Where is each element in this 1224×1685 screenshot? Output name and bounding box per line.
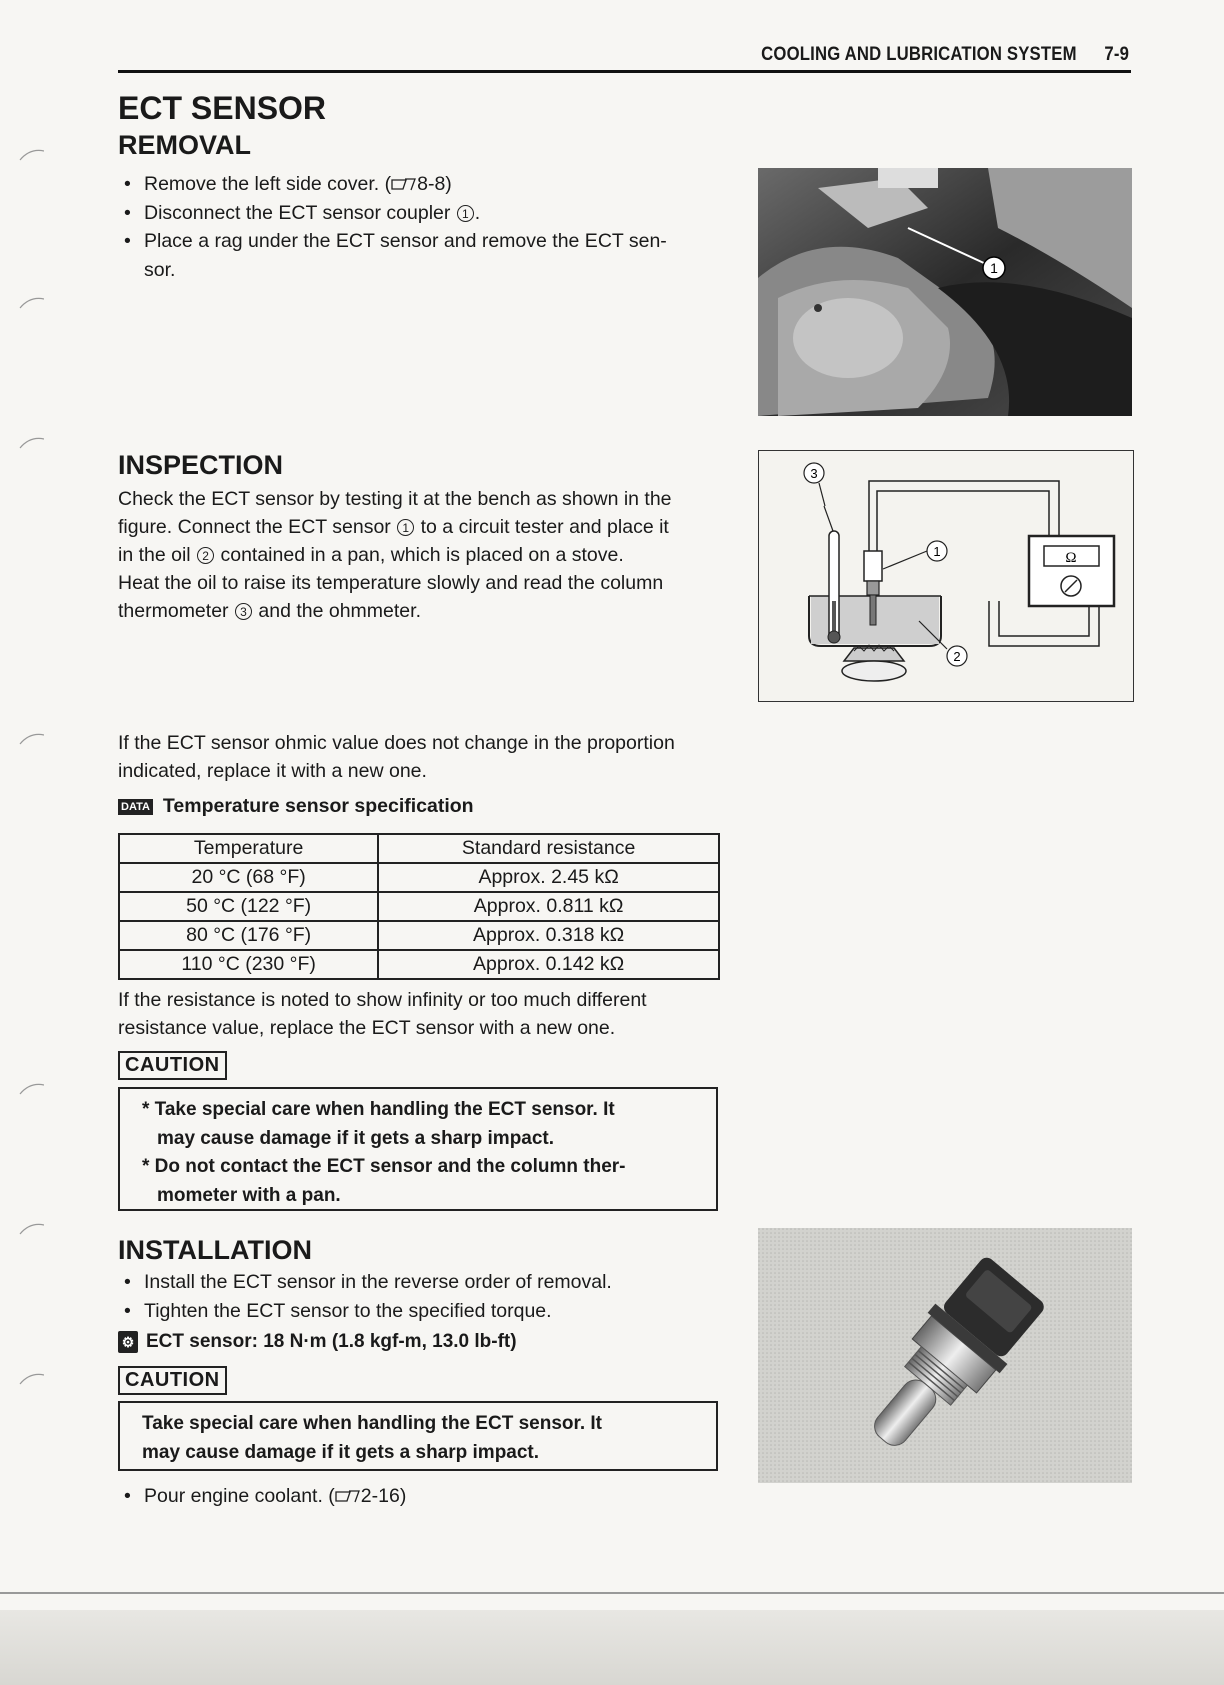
section-title: COOLING AND LUBRICATION SYSTEM: [761, 44, 1077, 65]
list-item: • Tighten the ECT sensor to the specified torque.: [122, 1297, 742, 1326]
diagram-callout-1: 1: [933, 544, 941, 559]
text-line: If the ECT sensor ohmic value does not change in the proportion: [118, 732, 675, 754]
torque-wrench-icon: ⚙: [118, 1331, 138, 1353]
text-line: in the oil 2 contained in a pan, which is placed on a stove.: [118, 544, 624, 566]
table-cell: Approx. 0.142 kΩ: [378, 950, 719, 979]
table-cell: 20 °C (68 °F): [119, 863, 378, 892]
resistance-note: [118, 986, 758, 1042]
sensor-location-photo: [758, 168, 1132, 416]
inspection-text: [118, 485, 748, 625]
table-row: [119, 863, 719, 892]
removal-steps: [122, 170, 742, 284]
diagram-graphic: [759, 451, 1133, 701]
table-header: Temperature: [119, 834, 378, 863]
removal-heading: REMOVAL: [118, 130, 251, 160]
data-badge-icon: DATA: [118, 799, 153, 815]
text-line: indicated, replace it with a new one.: [118, 760, 427, 782]
page-number: 7-9: [1104, 44, 1129, 65]
page-header: [761, 44, 1129, 66]
binder-mark: [18, 732, 44, 746]
photo-graphic: [758, 1228, 1132, 1483]
caution-label: CAUTION: [118, 1366, 227, 1395]
text-line: If the resistance is noted to show infinity or too much different: [118, 989, 647, 1011]
caution-item: * Do not contact the ECT sensor and the column ther- mometer with a pan.: [142, 1156, 626, 1206]
table-cell: 110 °C (230 °F): [119, 950, 378, 979]
list-item: • Pour engine coolant. ( 2-16): [122, 1482, 742, 1511]
table-header: Standard resistance: [378, 834, 719, 863]
caution-label: CAUTION: [118, 1051, 227, 1080]
installation-steps: [122, 1268, 742, 1325]
list-item: • Disconnect the ECT sensor coupler 1 .: [122, 199, 742, 228]
table-cell: 80 °C (176 °F): [119, 921, 378, 950]
text-line: Heat the oil to raise its temperature slowly and read the column: [118, 572, 664, 594]
text-line: thermometer 3 and the ohmmeter.: [118, 600, 421, 622]
bench-test-diagram: [758, 450, 1134, 702]
diagram-callout-2: 2: [953, 649, 961, 664]
text-line: figure. Connect the ECT sensor 1 to a circuit tester and place it: [118, 516, 669, 538]
ohm-symbol: Ω: [1065, 550, 1077, 566]
caution-box: Take special care when handling the ECT sensor. It may cause damage if it gets a sharp impact.: [118, 1401, 718, 1471]
reference-icon: [335, 1489, 361, 1504]
list-item: • Remove the left side cover. ( 8-8): [122, 170, 742, 199]
ect-sensor-photo: [758, 1228, 1132, 1483]
callout-1: 1: [397, 519, 414, 536]
diagram-callout-3: 3: [810, 466, 818, 481]
footer-rule: [0, 1592, 1224, 1594]
spec-title: DATA Temperature sensor specification: [118, 795, 474, 818]
header-rule: [118, 70, 1131, 73]
table-row: [119, 950, 719, 979]
caution-item: * Take special care when handling the ECT sensor. It may cause damage if it gets a sharp impact.: [142, 1099, 615, 1149]
installation-heading: INSTALLATION: [118, 1235, 312, 1265]
text-line: Check the ECT sensor by testing it at the bench as shown in the: [118, 488, 672, 510]
table-row: [119, 892, 719, 921]
callout-2: 2: [197, 547, 214, 564]
table-cell: Approx. 0.811 kΩ: [378, 892, 719, 921]
table-header-row: [119, 834, 719, 863]
table-cell: Approx. 0.318 kΩ: [378, 921, 719, 950]
text-line: resistance value, replace the ECT sensor with a new one.: [118, 1017, 616, 1039]
binder-mark: [18, 1222, 44, 1236]
list-item: • Install the ECT sensor in the reverse order of removal.: [122, 1268, 742, 1297]
photo-graphic: [758, 168, 1132, 416]
scan-shadow: [0, 1610, 1224, 1685]
final-steps: [122, 1482, 742, 1511]
reference-icon: [391, 177, 417, 192]
binder-mark: [18, 436, 44, 450]
photo-callout-1: 1: [990, 260, 998, 276]
spec-table: [118, 833, 720, 980]
torque-spec: ⚙ ECT sensor: 18 N·m (1.8 kgf-m, 13.0 lb-ft): [118, 1331, 517, 1353]
binder-mark: [18, 148, 44, 162]
caution-box: [118, 1087, 718, 1211]
page-title: ECT SENSOR: [118, 90, 327, 126]
table-cell: Approx. 2.45 kΩ: [378, 863, 719, 892]
list-item-continuation: sor.: [144, 258, 176, 281]
table-cell: 50 °C (122 °F): [119, 892, 378, 921]
list-item: • Place a rag under the ECT sensor and remove the ECT sen-: [122, 227, 742, 256]
binder-mark: [18, 296, 44, 310]
table-row: [119, 921, 719, 950]
callout-1: 1: [457, 205, 474, 222]
binder-mark: [18, 1082, 44, 1096]
callout-3: 3: [235, 603, 252, 620]
binder-mark: [18, 1372, 44, 1386]
inspection-heading: INSPECTION: [118, 450, 284, 480]
ohmic-note: [118, 729, 758, 785]
